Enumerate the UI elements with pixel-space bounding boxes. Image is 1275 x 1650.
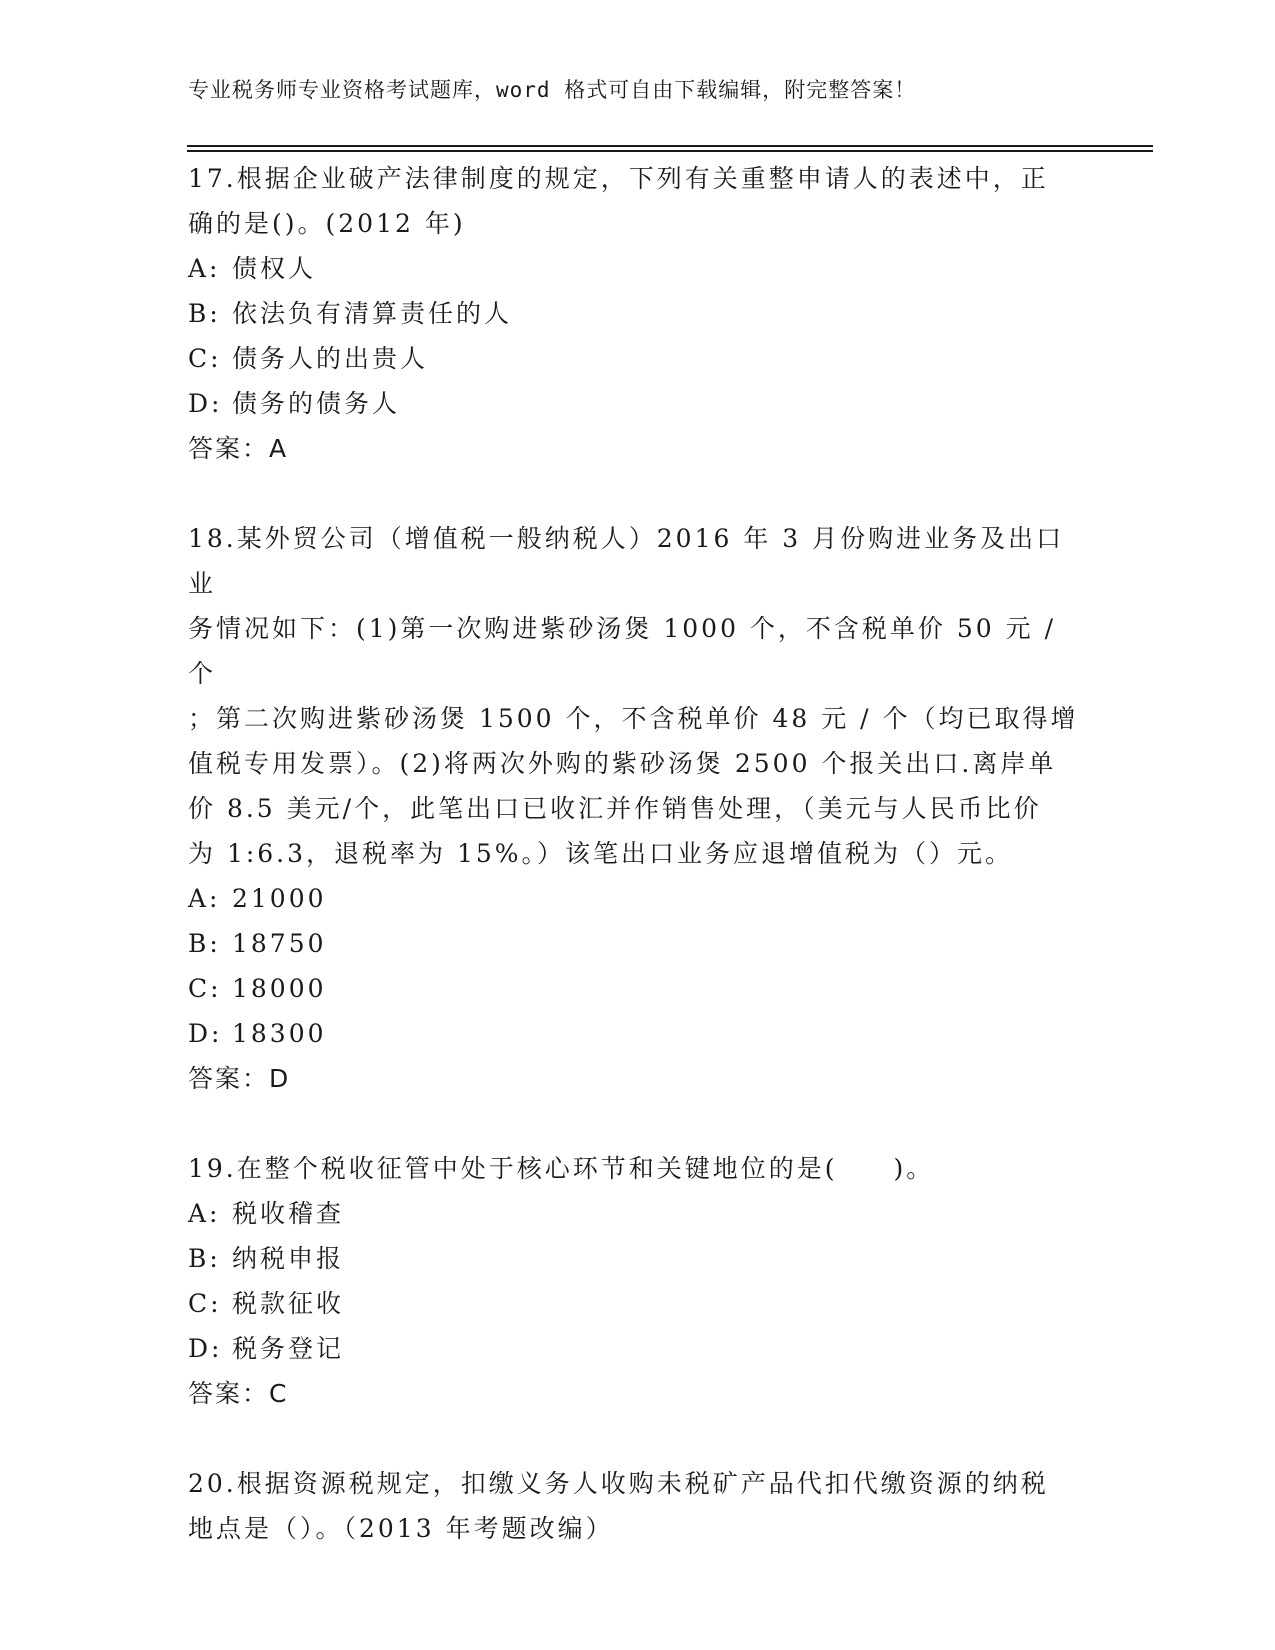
- question-text-line: 值税专用发票）。(2)将两次外购的紫砂汤煲 2500 个报关出口.离岸单: [188, 749, 1057, 778]
- option-d: [188, 381, 1088, 426]
- answer: 答案：C: [188, 1379, 289, 1408]
- option-key: D:: [188, 389, 223, 418]
- question-19: [188, 1146, 1088, 1416]
- option-text: 税收稽查: [232, 1199, 345, 1228]
- option-text: 依法负有清算责任的人: [232, 299, 513, 328]
- answer: 答案：D: [188, 1064, 291, 1093]
- page-header: 专业税务师专业资格考试题库，word 格式可自由下载编辑，附完整答案！: [188, 78, 917, 102]
- option-key: A:: [188, 884, 221, 913]
- option-text: 18300: [232, 1019, 327, 1048]
- option-b: [188, 921, 1088, 966]
- option-key: C:: [188, 344, 222, 373]
- question-text-line: ；第二次购进紫砂汤煲 1500 个，不含税单价 48 元 / 个（均已取得增: [188, 704, 1079, 733]
- option-c: [188, 966, 1088, 1011]
- option-b: [188, 1236, 1088, 1281]
- option-c: [188, 336, 1088, 381]
- question-text-line: 20.根据资源税规定，扣缴义务人收购未税矿产品代扣代缴资源的纳税: [188, 1469, 1049, 1498]
- option-key: D:: [188, 1334, 223, 1363]
- option-text: 21000: [232, 884, 327, 913]
- option-b: [188, 291, 1088, 336]
- question-text-line: 17.根据企业破产法律制度的规定，下列有关重整申请人的表述中，正: [188, 164, 1049, 193]
- option-key: A:: [188, 254, 221, 283]
- option-text: 债务的债务人: [232, 389, 401, 418]
- option-key: A:: [188, 1199, 221, 1228]
- option-text: 税务登记: [232, 1334, 345, 1363]
- option-text: 债权人: [232, 254, 317, 283]
- option-text: 18750: [232, 929, 327, 958]
- question-text-line: 为 1:6.3，退税率为 15%。）该笔出口业务应退增值税为（）元。: [188, 839, 1014, 868]
- question-text-line: 地点是（）。（2013 年考题改编）: [188, 1514, 614, 1543]
- header-divider-bottom: [187, 150, 1153, 152]
- spacer: [188, 1101, 1088, 1146]
- option-c: [188, 1281, 1088, 1326]
- option-key: C:: [188, 1289, 222, 1318]
- option-key: B:: [188, 929, 221, 958]
- option-key: C:: [188, 974, 222, 1003]
- option-key: B:: [188, 1244, 221, 1273]
- answer: 答案：A: [188, 434, 289, 463]
- question-text-line: 18.某外贸公司（增值税一般纳税人）2016 年 3 月份购进业务及出口业: [188, 524, 1065, 598]
- option-key: D:: [188, 1019, 223, 1048]
- option-d: [188, 1011, 1088, 1056]
- option-text: 18000: [232, 974, 327, 1003]
- question-text-line: 务情况如下：(1)第一次购进紫砂汤煲 1000 个，不含税单价 50 元 / 个: [188, 614, 1057, 688]
- option-text: 债务人的出贵人: [232, 344, 429, 373]
- question-text-line: 价 8.5 美元/个，此笔出口已收汇并作销售处理，（美元与人民币比价: [188, 794, 1042, 823]
- question-18: [188, 516, 1088, 1101]
- question-17: [188, 156, 1088, 471]
- spacer: [188, 471, 1088, 516]
- option-a: [188, 246, 1088, 291]
- option-d: [188, 1326, 1088, 1371]
- option-a: [188, 876, 1088, 921]
- option-key: B:: [188, 299, 221, 328]
- option-a: [188, 1191, 1088, 1236]
- header-divider-top: [187, 145, 1153, 147]
- question-text-line: 确的是()。(2012 年): [188, 209, 466, 238]
- spacer: [188, 1416, 1088, 1461]
- option-text: 税款征收: [232, 1289, 345, 1318]
- question-20: [188, 1461, 1088, 1551]
- question-list: [188, 156, 1088, 1551]
- option-text: 纳税申报: [232, 1244, 345, 1273]
- question-text-line: 19.在整个税收征管中处于核心环节和关键地位的是( )。: [188, 1154, 935, 1183]
